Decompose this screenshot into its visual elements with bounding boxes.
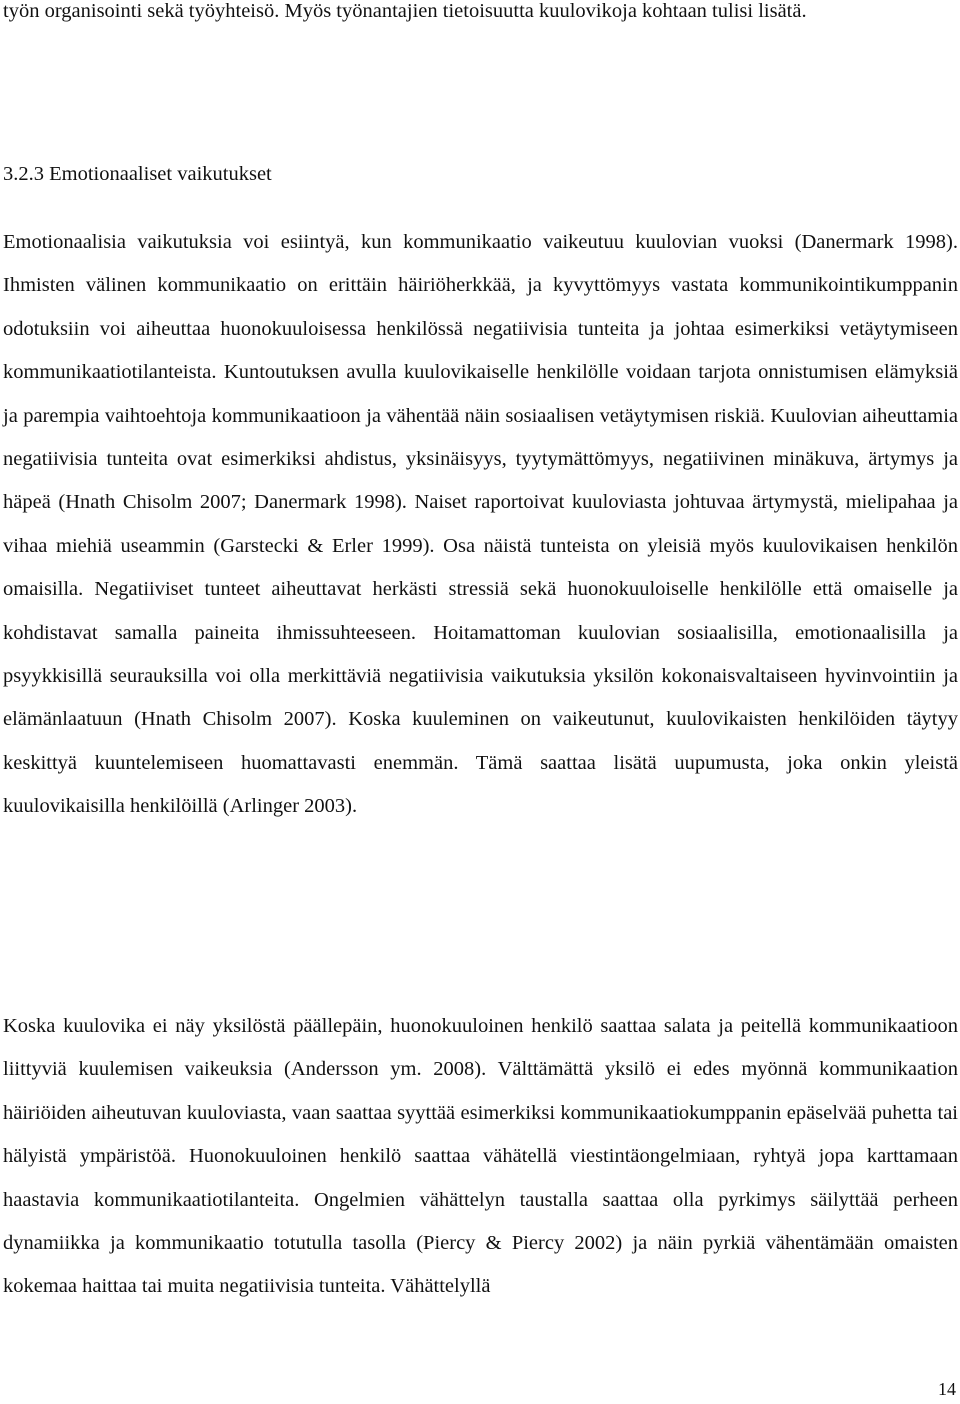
section-heading: 3.2.3 Emotionaaliset vaikutukset	[3, 163, 272, 185]
intro-paragraph: työn organisointi sekä työyhteisö. Myös työnantajien tietoisuutta kuulovikoja kohtaan tulisi lisätä.	[3, 0, 807, 22]
page-number: 14	[938, 1379, 956, 1399]
body-paragraph-2: Koska kuulovika ei näy yksilöstä päällepäin, huonokuuloinen henkilö saattaa salata ja peitellä kommunikaatioon liittyviä kuulemisen vaikeuksia (Andersson ym. 2008). Välttämättä yksilö ei edes myönnä kommunikaation häiriöiden aiheutuvan kuuloviasta, vaan saattaa syyttää esimerkiksi kommunikaatiokumppanin epäselvää puhetta tai hälyistä ympäristöä. Huonokuuloinen henkilö saattaa vähätellä viestintäongelmiaan, ryhtyä jopa karttamaan haastavia kommunikaatiotilanteita. Ongelmien vähättelyn taustalla saattaa olla pyrkimys säilyttää perheen dynamiikka ja kommunikaatio totutulla tasolla (Piercy & Piercy 2002) ja näin pyrkiä vähentämään omaisten kokemaa haittaa tai muita negatiivisia tunteita. Vähättelyllä	[3, 1015, 958, 1298]
body-paragraph-1: Emotionaalisia vaikutuksia voi esiintyä, kun kommunikaatio vaikeutuu kuulovian vuoksi (Danermark 1998). Ihmisten välinen kommunikaatio on erittäin häiriöherkkää, ja kyvyttömyys vastata kommunikointikumppanin odotuksiin voi aiheuttaa huonokuuloisessa henkilössä negatiivisia tunteita ja johtaa esimerkiksi vetäytymiseen kommunikaatiotilanteista. Kuntoutuksen avulla kuulovikaiselle henkilölle voidaan tarjota onnistumisen elämyksiä ja parempia vaihtoehtoja kommunikaatioon ja vähentää näin sosiaalisen vetäytymisen riskiä. Kuulovian aiheuttamia negatiivisia tunteita ovat esimerkiksi ahdistus, yksinäisyys, tyytymättömyys, negatiivinen minäkuva, ärtymys ja häpeä (Hnath Chisolm 2007; Danermark 1998). Naiset raportoivat kuuloviasta johtuvaa ärtymystä, mielipahaa ja vihaa miehiä useammin (Garstecki & Erler 1999). Osa näistä tunteista on yleisiä myös kuulovikaisen henkilön omaisilla. Negatiiviset tunteet aiheuttavat herkästi stressiä sekä huonokuuloiselle henkilölle että omaiselle ja kohdistavat samalla paineita ihmissuhteeseen. Hoitamattoman kuulovian sosiaalisilla, emotionaalisilla ja psyykkisillä seurauksilla voi olla merkittäviä negatiivisia vaikutuksia yksilön kokonaisvaltaiseen hyvinvointiin ja elämänlaatuun (Hnath Chisolm 2007). Koska kuuleminen on vaikeutunut, kuulovikaisten henkilöiden täytyy keskittyä kuuntelemiseen huomattavasti enemmän. Tämä saattaa lisätä uupumusta, joka onkin yleistä kuulovikaisilla henkilöillä (Arlinger 2003).	[3, 231, 958, 818]
